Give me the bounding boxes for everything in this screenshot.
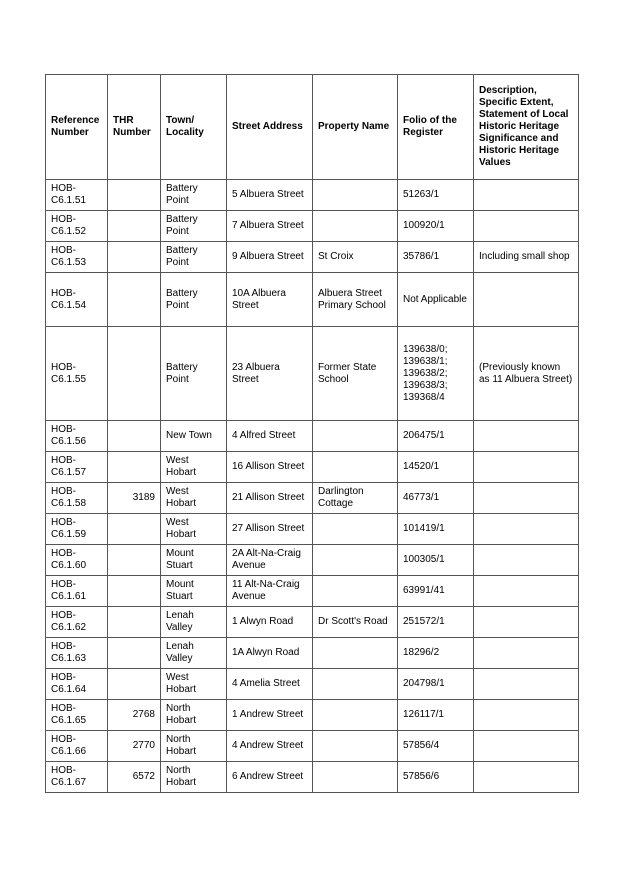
folio-cell: 46773/1	[398, 483, 474, 514]
ref-cell: HOB-C6.1.66	[46, 731, 108, 762]
street-cell: 7 Albuera Street	[227, 211, 313, 242]
header-property-name: Property Name	[313, 75, 398, 180]
ref-cell: HOB-C6.1.55	[46, 327, 108, 421]
folio-cell: 251572/1	[398, 607, 474, 638]
header-reference-number: Reference Number	[46, 75, 108, 180]
town-cell: New Town	[161, 421, 227, 452]
description-cell	[474, 452, 579, 483]
table-row	[46, 762, 579, 793]
table-row	[46, 421, 579, 452]
description-cell	[474, 669, 579, 700]
description-cell	[474, 421, 579, 452]
town-cell: Mount Stuart	[161, 545, 227, 576]
property-cell	[313, 211, 398, 242]
ref-cell: HOB-C6.1.52	[46, 211, 108, 242]
property-cell: Dr Scott's Road	[313, 607, 398, 638]
description-cell	[474, 514, 579, 545]
property-cell: Former State School	[313, 327, 398, 421]
folio-cell: 204798/1	[398, 669, 474, 700]
street-cell: 27 Allison Street	[227, 514, 313, 545]
town-cell: Lenah Valley	[161, 607, 227, 638]
description-cell	[474, 731, 579, 762]
table-row	[46, 731, 579, 762]
thr-cell	[108, 452, 161, 483]
property-cell	[313, 700, 398, 731]
street-cell: 1A Alwyn Road	[227, 638, 313, 669]
table-row	[46, 483, 579, 514]
description-cell	[474, 607, 579, 638]
ref-cell: HOB-C6.1.64	[46, 669, 108, 700]
description-cell	[474, 638, 579, 669]
description-cell: Including small shop	[474, 242, 579, 273]
property-cell: Albuera Street Primary School	[313, 273, 398, 327]
town-cell: North Hobart	[161, 700, 227, 731]
property-cell: St Croix	[313, 242, 398, 273]
description-cell: (Previously known as 11 Albuera Street)	[474, 327, 579, 421]
description-cell	[474, 700, 579, 731]
street-cell: 21 Allison Street	[227, 483, 313, 514]
header-row	[46, 75, 579, 180]
description-cell	[474, 576, 579, 607]
street-cell: 4 Andrew Street	[227, 731, 313, 762]
ref-cell: HOB-C6.1.62	[46, 607, 108, 638]
town-cell: Battery Point	[161, 327, 227, 421]
folio-cell: 18296/2	[398, 638, 474, 669]
street-cell: 11 Alt-Na-Craig Avenue	[227, 576, 313, 607]
table-row	[46, 669, 579, 700]
table-row	[46, 700, 579, 731]
table-row	[46, 242, 579, 273]
header-street-address: Street Address	[227, 75, 313, 180]
street-cell: 6 Andrew Street	[227, 762, 313, 793]
property-cell	[313, 514, 398, 545]
table-row	[46, 545, 579, 576]
thr-cell: 2770	[108, 731, 161, 762]
header-folio: Folio of the Register	[398, 75, 474, 180]
street-cell: 5 Albuera Street	[227, 180, 313, 211]
town-cell: Battery Point	[161, 180, 227, 211]
table-row	[46, 607, 579, 638]
table-row	[46, 452, 579, 483]
street-cell: 23 Albuera Street	[227, 327, 313, 421]
property-cell	[313, 421, 398, 452]
table-row	[46, 180, 579, 211]
description-cell	[474, 180, 579, 211]
table-row	[46, 514, 579, 545]
header-town-locality: Town/ Locality	[161, 75, 227, 180]
description-cell	[474, 483, 579, 514]
folio-cell: 35786/1	[398, 242, 474, 273]
ref-cell: HOB-C6.1.58	[46, 483, 108, 514]
property-cell	[313, 452, 398, 483]
town-cell: West Hobart	[161, 452, 227, 483]
folio-cell: 63991/41	[398, 576, 474, 607]
description-cell	[474, 273, 579, 327]
ref-cell: HOB-C6.1.60	[46, 545, 108, 576]
ref-cell: HOB-C6.1.53	[46, 242, 108, 273]
folio-cell: 206475/1	[398, 421, 474, 452]
thr-cell	[108, 211, 161, 242]
ref-cell: HOB-C6.1.61	[46, 576, 108, 607]
thr-cell	[108, 242, 161, 273]
ref-cell: HOB-C6.1.56	[46, 421, 108, 452]
description-cell	[474, 211, 579, 242]
table-body	[46, 180, 579, 793]
folio-cell: 57856/6	[398, 762, 474, 793]
description-cell	[474, 545, 579, 576]
folio-cell: 100920/1	[398, 211, 474, 242]
thr-cell	[108, 669, 161, 700]
town-cell: West Hobart	[161, 483, 227, 514]
town-cell: West Hobart	[161, 669, 227, 700]
description-cell	[474, 762, 579, 793]
table-row	[46, 576, 579, 607]
street-cell: 1 Andrew Street	[227, 700, 313, 731]
thr-cell	[108, 607, 161, 638]
ref-cell: HOB-C6.1.59	[46, 514, 108, 545]
property-cell	[313, 545, 398, 576]
town-cell: North Hobart	[161, 762, 227, 793]
property-cell	[313, 180, 398, 211]
thr-cell	[108, 421, 161, 452]
folio-cell: 126117/1	[398, 700, 474, 731]
town-cell: Lenah Valley	[161, 638, 227, 669]
thr-cell: 3189	[108, 483, 161, 514]
street-cell: 4 Alfred Street	[227, 421, 313, 452]
ref-cell: HOB-C6.1.57	[46, 452, 108, 483]
street-cell: 16 Allison Street	[227, 452, 313, 483]
folio-cell: 51263/1	[398, 180, 474, 211]
folio-cell: 100305/1	[398, 545, 474, 576]
folio-cell: 139638/0; 139638/1; 139638/2; 139638/3; 139368/4	[398, 327, 474, 421]
thr-cell	[108, 545, 161, 576]
folio-cell: 101419/1	[398, 514, 474, 545]
street-cell: 10A Albuera Street	[227, 273, 313, 327]
heritage-register-table	[45, 74, 579, 793]
street-cell: 9 Albuera Street	[227, 242, 313, 273]
town-cell: North Hobart	[161, 731, 227, 762]
folio-cell: 57856/4	[398, 731, 474, 762]
property-cell	[313, 762, 398, 793]
town-cell: Battery Point	[161, 273, 227, 327]
property-cell	[313, 638, 398, 669]
town-cell: Mount Stuart	[161, 576, 227, 607]
header-description: Description, Specific Extent, Statement of Local Historic Heritage Significance and Historic Heritage Values	[474, 75, 579, 180]
property-cell: Darlington Cottage	[313, 483, 398, 514]
street-cell: 2A Alt-Na-Craig Avenue	[227, 545, 313, 576]
property-cell	[313, 576, 398, 607]
town-cell: Battery Point	[161, 211, 227, 242]
thr-cell	[108, 180, 161, 211]
folio-cell: Not Applicable	[398, 273, 474, 327]
ref-cell: HOB-C6.1.51	[46, 180, 108, 211]
thr-cell	[108, 576, 161, 607]
thr-cell	[108, 514, 161, 545]
town-cell: Battery Point	[161, 242, 227, 273]
ref-cell: HOB-C6.1.67	[46, 762, 108, 793]
ref-cell: HOB-C6.1.54	[46, 273, 108, 327]
ref-cell: HOB-C6.1.63	[46, 638, 108, 669]
street-cell: 4 Amelia Street	[227, 669, 313, 700]
thr-cell	[108, 327, 161, 421]
property-cell	[313, 669, 398, 700]
property-cell	[313, 731, 398, 762]
header-thr-number: THR Number	[108, 75, 161, 180]
thr-cell: 2768	[108, 700, 161, 731]
folio-cell: 14520/1	[398, 452, 474, 483]
thr-cell: 6572	[108, 762, 161, 793]
thr-cell	[108, 273, 161, 327]
street-cell: 1 Alwyn Road	[227, 607, 313, 638]
table-row	[46, 327, 579, 421]
table-row	[46, 273, 579, 327]
table-row	[46, 638, 579, 669]
table-row	[46, 211, 579, 242]
ref-cell: HOB-C6.1.65	[46, 700, 108, 731]
thr-cell	[108, 638, 161, 669]
town-cell: West Hobart	[161, 514, 227, 545]
